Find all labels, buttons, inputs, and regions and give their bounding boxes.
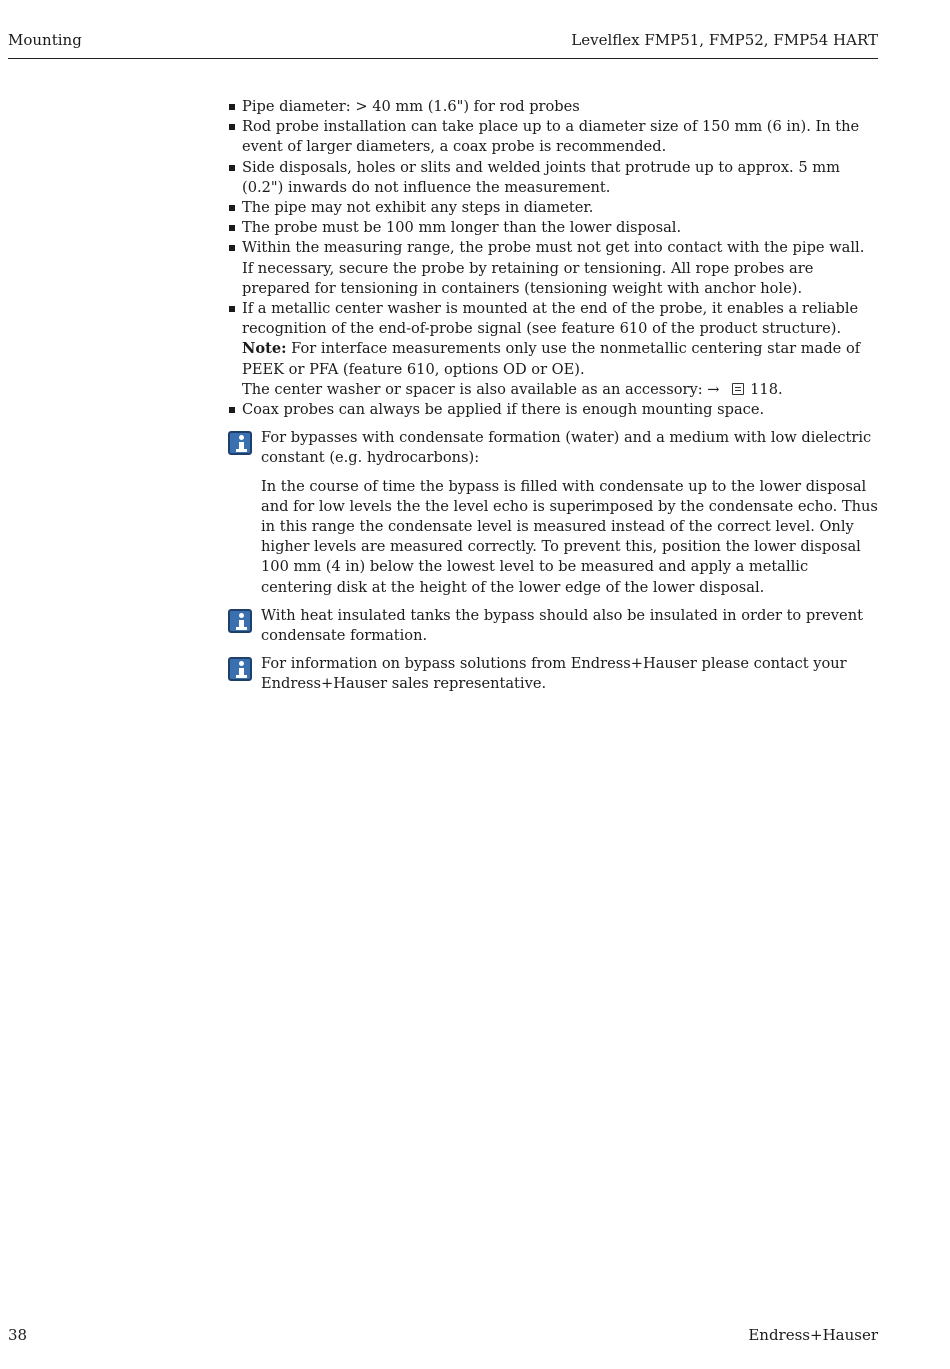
page-header	[8, 29, 878, 59]
section-title: Mounting	[8, 31, 82, 49]
bullet-icon	[229, 407, 235, 413]
info-note-insulation: With heat insulated tanks the bypass should also be insulated in order to prevent condensate formation.	[228, 606, 880, 646]
info-icon	[228, 657, 252, 681]
main-content	[228, 97, 880, 695]
company-name: Endress+Hauser	[748, 1326, 878, 1344]
info-icon	[228, 609, 252, 633]
info-icon	[228, 431, 252, 455]
page-reference-icon	[732, 383, 744, 395]
page-reference-link[interactable]: 118.	[750, 380, 783, 398]
list-item: Side disposals, holes or slits and welded joints that protrude up to approx. 5 mm (0.2") inwards do not influence the measurement.	[228, 158, 880, 198]
requirements-list	[228, 97, 880, 420]
page-number: 38	[8, 1326, 28, 1344]
accessory-reference: The center washer or spacer is also available as an accessory: → 118.	[242, 380, 783, 398]
bullet-icon	[229, 245, 235, 251]
list-item: Within the measuring range, the probe must not get into contact with the pipe wall. If necessary, secure the probe by retaining or tensioning. All rope probes are prepared for tensioning in containers (tensioning weight with anchor hole).	[228, 238, 880, 299]
list-item: If a metallic center washer is mounted at the end of the probe, it enables a reliable recognition of the end-of-probe signal (see feature 610 of the product structure). Note: For interface measurements only use the nonmetallic centering star made of PEEK or PFA (feature 610, options OD or OE). The center washer or spacer is also available as an accessory: → 118.	[228, 299, 880, 400]
bullet-icon	[229, 104, 235, 110]
info-note-condensate: For bypasses with condensate formation (water) and a medium with low dielectric constant (e.g. hydrocarbons): In the course of time the bypass is filled with condensate up to the lower disposal and for low levels the the level echo is superimposed by the condensate echo. Thus in this range the condensate level is measured instead of the correct level. Only higher levels are measured correctly. To prevent this, position the lower disposal 100 mm (4 in) below the lowest level to be measured and apply a metallic centering disk at the height of the lower edge of the lower disposal.	[228, 428, 880, 598]
bullet-icon	[229, 225, 235, 231]
bullet-icon	[229, 124, 235, 130]
product-title: Levelflex FMP51, FMP52, FMP54 HART	[571, 31, 878, 49]
list-item: Rod probe installation can take place up to a diameter size of 150 mm (6 in). In the event of larger diameters, a coax probe is recommended.	[228, 117, 880, 157]
list-item: Pipe diameter: > 40 mm (1.6") for rod probes	[228, 97, 880, 117]
note-label: Note:	[242, 340, 287, 358]
list-item: Coax probes can always be applied if there is enough mounting space.	[228, 400, 880, 420]
bullet-icon	[229, 205, 235, 211]
bullet-icon	[229, 306, 235, 312]
bullet-icon	[229, 165, 235, 171]
info-note-contact: For information on bypass solutions from Endress+Hauser please contact your Endress+Hauser sales representative.	[228, 654, 880, 694]
note-text: For interface measurements only use the nonmetallic centering star made of PEEK or PFA (feature 610, options OD or OE).	[242, 340, 861, 378]
list-item: The probe must be 100 mm longer than the lower disposal.	[228, 218, 880, 238]
list-item: The pipe may not exhibit any steps in diameter.	[228, 198, 880, 218]
note	[242, 339, 880, 379]
